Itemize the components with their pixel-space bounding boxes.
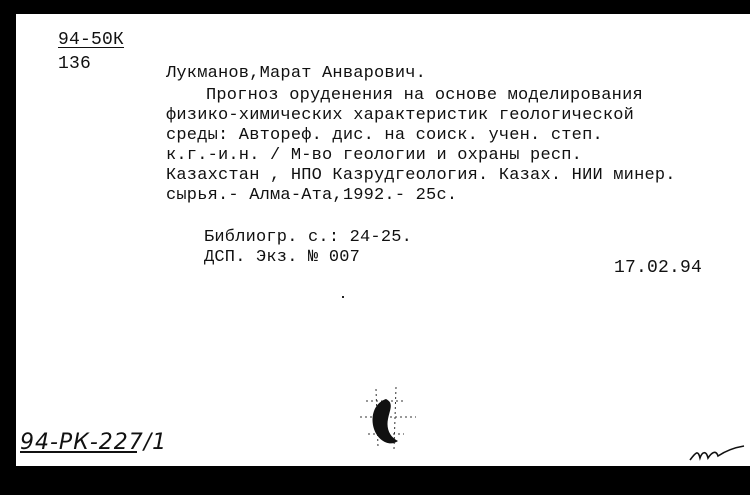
bibliography-note: Библиогр. с.: 24-25. (204, 228, 413, 247)
restriction-note: ДСП. Экз. № 007 (204, 248, 361, 267)
shelf-mark: 94-50К (58, 30, 125, 50)
author-name: Лукманов,Марат Анварович. (166, 64, 427, 83)
description-line-5: Казахстан , НПО Казрудгеология. Казах. НИИ минер. (166, 166, 676, 185)
card-number: 136 (58, 54, 92, 74)
description-line-2: физико-химических характеристик геологической (166, 106, 635, 125)
ink-stamp-mark (346, 379, 426, 454)
scan-border-bottom (0, 466, 750, 495)
description-line-4: к.г.-и.н. / М-во геологии и охраны респ. (166, 146, 583, 165)
description-line-3: среды: Автореф. дис. на соиск. учен. степ. (166, 126, 603, 145)
card-date: 17.02.94 (614, 258, 703, 278)
handwritten-initials-mark (688, 442, 748, 466)
description-line-1: Прогноз оруденения на основе моделирования (206, 86, 643, 105)
description-line-6: сырья.- Алма-Ата,1992.- 25с. (166, 186, 458, 205)
handwritten-accession-code: 94-РК-227/1 (20, 430, 168, 455)
catalog-card (16, 14, 750, 466)
speck (342, 296, 344, 298)
